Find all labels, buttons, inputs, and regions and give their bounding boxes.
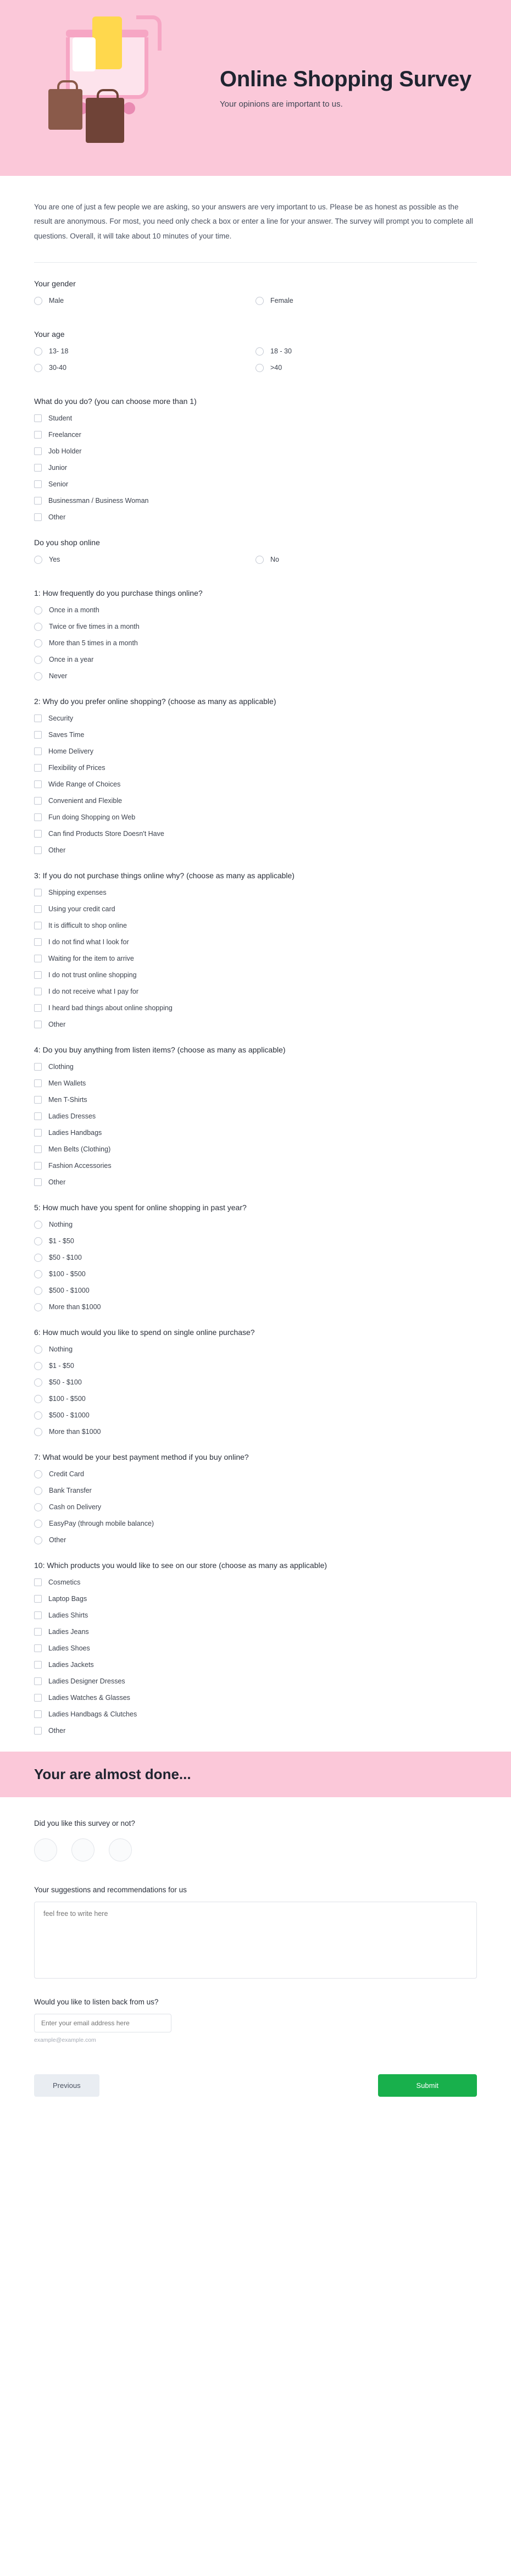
question-gender xyxy=(34,279,477,313)
checkbox[interactable] xyxy=(34,846,42,854)
option-label: Credit Card xyxy=(49,1470,84,1478)
option-label: Waiting for the item to arrive xyxy=(48,954,134,962)
option-label: Junior xyxy=(48,463,68,472)
almost-done-banner xyxy=(0,1752,511,1797)
option-label: Other xyxy=(48,846,66,854)
checkbox[interactable] xyxy=(34,905,42,913)
option-label: Male xyxy=(49,296,64,304)
option-row[interactable] xyxy=(34,556,256,564)
option-row[interactable] xyxy=(34,1395,477,1403)
question-age xyxy=(34,330,477,380)
option-row[interactable] xyxy=(34,1162,477,1170)
question-title: 3: If you do not purchase things online why? (choose as many as applicable) xyxy=(34,871,295,880)
cart-wheel-icon xyxy=(123,102,135,114)
option-list xyxy=(34,1345,477,1436)
option-row[interactable] xyxy=(34,1079,477,1088)
option-list xyxy=(34,889,477,1029)
page-header xyxy=(0,0,511,176)
radio-button[interactable] xyxy=(34,623,42,631)
option-label: Ladies Dresses xyxy=(48,1112,96,1120)
option-label: $500 - $1000 xyxy=(49,1411,90,1419)
option-row[interactable] xyxy=(34,988,477,996)
option-row[interactable] xyxy=(34,1487,477,1495)
divider xyxy=(34,262,477,263)
question-q10-store-products xyxy=(34,1561,477,1735)
yellow-box-icon xyxy=(92,16,122,69)
option-row[interactable] xyxy=(34,1178,477,1187)
option-label: Ladies Designer Dresses xyxy=(48,1677,125,1685)
checkbox[interactable] xyxy=(34,464,42,472)
option-label: Twice or five times in a month xyxy=(49,622,140,630)
radio-button[interactable] xyxy=(34,1362,42,1370)
radio-button[interactable] xyxy=(34,606,42,614)
option-label: Once in a month xyxy=(49,606,99,614)
option-row[interactable] xyxy=(34,938,477,946)
shopping-cart-illustration xyxy=(33,5,198,170)
option-label: Cash on Delivery xyxy=(49,1503,102,1511)
checkbox[interactable] xyxy=(34,1145,42,1153)
checkbox[interactable] xyxy=(34,780,42,788)
checkbox[interactable] xyxy=(34,1178,42,1186)
option-label: Nothing xyxy=(49,1220,73,1228)
option-label: Other xyxy=(48,1178,66,1186)
question-q4-items xyxy=(34,1045,477,1187)
radio-button[interactable] xyxy=(34,1254,42,1262)
option-row[interactable] xyxy=(34,1362,477,1370)
page-title: Online Shopping Survey xyxy=(220,67,471,91)
survey-body xyxy=(0,176,511,1735)
option-row[interactable] xyxy=(34,1129,477,1137)
option-label: $100 - $500 xyxy=(49,1394,86,1403)
option-row[interactable] xyxy=(34,364,256,372)
option-label: Using your credit card xyxy=(48,905,115,913)
option-row[interactable] xyxy=(34,1611,477,1620)
option-row[interactable] xyxy=(34,497,477,505)
option-row[interactable] xyxy=(34,922,477,930)
option-label: Female xyxy=(270,296,293,304)
option-row[interactable] xyxy=(34,297,256,305)
option-label: Other xyxy=(48,1020,66,1028)
radio-button[interactable] xyxy=(34,1303,42,1311)
checkbox[interactable] xyxy=(34,1710,42,1718)
option-row[interactable] xyxy=(34,623,477,631)
rating-emoji-row xyxy=(34,1838,477,1862)
question-q1-frequency xyxy=(34,589,477,680)
question-title: 7: What would be your best payment method if you buy online? xyxy=(34,1452,249,1461)
option-row[interactable] xyxy=(34,1520,477,1528)
option-label: Businessman / Business Woman xyxy=(48,496,149,505)
option-label: Convenient and Flexible xyxy=(48,796,123,805)
option-row[interactable] xyxy=(34,480,477,489)
option-list xyxy=(34,1221,477,1311)
question-q7-payment xyxy=(34,1453,477,1544)
option-label: Ladies Watches & Glasses xyxy=(48,1693,130,1702)
option-row[interactable] xyxy=(34,1694,477,1702)
radio-button[interactable] xyxy=(34,1503,42,1511)
option-row[interactable] xyxy=(34,1270,477,1278)
option-list xyxy=(34,297,477,313)
option-row[interactable] xyxy=(34,431,477,439)
checkbox[interactable] xyxy=(34,1162,42,1170)
option-label: Shipping expenses xyxy=(48,888,107,896)
option-row[interactable] xyxy=(34,414,477,423)
option-label: Fashion Accessories xyxy=(48,1161,112,1170)
checkbox[interactable] xyxy=(34,1677,42,1685)
option-label: Student xyxy=(48,414,73,422)
form-footer xyxy=(0,2074,511,2119)
option-label: Yes xyxy=(49,555,60,563)
checkbox[interactable] xyxy=(34,938,42,946)
option-label: No xyxy=(270,555,279,563)
option-row[interactable] xyxy=(34,1503,477,1511)
option-row[interactable] xyxy=(34,1595,477,1603)
option-row[interactable] xyxy=(34,1004,477,1012)
option-row[interactable] xyxy=(34,447,477,456)
checkbox[interactable] xyxy=(34,731,42,739)
question-title: Do you shop online xyxy=(34,538,100,547)
checkbox[interactable] xyxy=(34,955,42,962)
radio-button[interactable] xyxy=(34,556,42,564)
checkbox[interactable] xyxy=(34,480,42,488)
email-label: Would you like to listen back from us? xyxy=(34,1997,159,2006)
option-row[interactable] xyxy=(34,1727,477,1735)
option-label: >40 xyxy=(270,363,282,372)
option-label: $100 - $500 xyxy=(49,1270,86,1278)
option-row[interactable] xyxy=(34,639,477,647)
checkbox[interactable] xyxy=(34,922,42,929)
option-list xyxy=(34,1578,477,1735)
option-label: Security xyxy=(48,714,74,722)
option-row[interactable] xyxy=(34,1661,477,1669)
email-field[interactable] xyxy=(34,2014,171,2032)
shopping-bag-icon xyxy=(48,89,82,130)
option-label: Ladies Shoes xyxy=(48,1644,90,1652)
radio-button[interactable] xyxy=(34,1287,42,1295)
option-row[interactable] xyxy=(256,364,477,372)
option-row[interactable] xyxy=(34,1345,477,1354)
checkbox[interactable] xyxy=(34,1129,42,1137)
checkbox[interactable] xyxy=(34,889,42,896)
checkbox[interactable] xyxy=(34,714,42,722)
option-label: $1 - $50 xyxy=(49,1361,74,1370)
option-label: Bank Transfer xyxy=(49,1486,92,1494)
radio-button[interactable] xyxy=(34,1378,42,1387)
checkbox[interactable] xyxy=(34,1694,42,1702)
option-label: $500 - $1000 xyxy=(49,1286,90,1294)
header-text xyxy=(198,67,478,109)
option-label: Ladies Handbags & Clutches xyxy=(48,1710,137,1718)
option-label: Saves Time xyxy=(48,730,85,739)
radio-button[interactable] xyxy=(34,1411,42,1420)
option-row[interactable] xyxy=(34,1428,477,1436)
option-label: Never xyxy=(49,672,68,680)
option-row[interactable] xyxy=(34,464,477,472)
radio-button[interactable] xyxy=(34,1237,42,1245)
question-title: Your gender xyxy=(34,279,76,288)
option-row[interactable] xyxy=(256,347,477,356)
option-list xyxy=(34,1063,477,1187)
option-label: Other xyxy=(48,1726,66,1735)
option-row[interactable] xyxy=(34,813,477,822)
option-label: $50 - $100 xyxy=(49,1253,82,1261)
rating-question-label: Did you like this survey or not? xyxy=(34,1819,135,1827)
question-q6-spend-single xyxy=(34,1328,477,1436)
checkbox[interactable] xyxy=(34,1644,42,1652)
checkbox[interactable] xyxy=(34,747,42,755)
option-label: Men T-Shirts xyxy=(48,1095,87,1104)
option-label: Men Wallets xyxy=(48,1079,86,1087)
checkbox[interactable] xyxy=(34,830,42,838)
radio-button[interactable] xyxy=(256,364,264,372)
survey-tail xyxy=(0,1797,511,2043)
checkbox[interactable] xyxy=(34,497,42,505)
option-label: Laptop Bags xyxy=(48,1594,87,1603)
option-row[interactable] xyxy=(34,513,477,522)
option-list xyxy=(34,1470,477,1544)
option-row[interactable] xyxy=(34,1536,477,1544)
radio-button[interactable] xyxy=(256,556,264,564)
previous-button[interactable]: Previous xyxy=(34,2074,99,2097)
option-label: I do not find what I look for xyxy=(48,938,129,946)
option-row[interactable] xyxy=(34,1644,477,1653)
option-label: EasyPay (through mobile balance) xyxy=(49,1519,154,1527)
option-label: Ladies Handbags xyxy=(48,1128,102,1137)
option-row[interactable] xyxy=(256,556,477,564)
checkbox[interactable] xyxy=(34,447,42,455)
checkbox[interactable] xyxy=(34,1063,42,1071)
option-label: Men Belts (Clothing) xyxy=(48,1145,111,1153)
option-row[interactable] xyxy=(34,1710,477,1719)
radio-button[interactable] xyxy=(256,297,264,305)
rating-emoji-happy-icon[interactable] xyxy=(109,1838,132,1862)
option-label: Once in a year xyxy=(49,655,94,663)
white-box-icon xyxy=(73,37,96,71)
checkbox[interactable] xyxy=(34,431,42,439)
radio-button[interactable] xyxy=(34,639,42,647)
option-row[interactable] xyxy=(34,1378,477,1387)
checkbox[interactable] xyxy=(34,1112,42,1120)
option-row[interactable] xyxy=(34,1237,477,1245)
option-label: 18 - 30 xyxy=(270,347,292,355)
option-row[interactable] xyxy=(34,830,477,838)
radio-button[interactable] xyxy=(34,1470,42,1478)
option-list xyxy=(34,714,477,855)
radio-button[interactable] xyxy=(34,297,42,305)
option-row[interactable] xyxy=(34,1112,477,1121)
option-label: I do not trust online shopping xyxy=(48,971,137,979)
option-label: Other xyxy=(49,1536,66,1544)
option-list xyxy=(34,414,477,522)
question-occupation xyxy=(34,397,477,522)
checkbox[interactable] xyxy=(34,971,42,979)
checkbox[interactable] xyxy=(34,1021,42,1028)
checkbox[interactable] xyxy=(34,988,42,995)
option-label: Home Delivery xyxy=(48,747,93,755)
option-label: 13- 18 xyxy=(49,347,69,355)
option-row[interactable] xyxy=(34,1677,477,1686)
checkbox[interactable] xyxy=(34,1727,42,1735)
checkbox[interactable] xyxy=(34,1578,42,1586)
checkbox[interactable] xyxy=(34,1628,42,1636)
option-list xyxy=(34,556,477,572)
option-label: Fun doing Shopping on Web xyxy=(48,813,136,821)
radio-button[interactable] xyxy=(34,1520,42,1528)
radio-button[interactable] xyxy=(34,1221,42,1229)
option-row[interactable] xyxy=(34,905,477,913)
checkbox[interactable] xyxy=(34,513,42,521)
option-label: Senior xyxy=(48,480,69,488)
option-row[interactable] xyxy=(34,846,477,855)
radio-button[interactable] xyxy=(34,1395,42,1403)
radio-button[interactable] xyxy=(34,1270,42,1278)
checkbox[interactable] xyxy=(34,414,42,422)
question-title: 1: How frequently do you purchase things online? xyxy=(34,588,203,597)
option-label: Nothing xyxy=(49,1345,73,1353)
checkbox[interactable] xyxy=(34,813,42,821)
question-title: 2: Why do you prefer online shopping? (choose as many as applicable) xyxy=(34,696,276,706)
question-title: 5: How much have you spent for online shopping in past year? xyxy=(34,1203,247,1212)
option-label: Ladies Jackets xyxy=(48,1660,94,1669)
option-row[interactable] xyxy=(34,747,477,756)
option-row[interactable] xyxy=(34,606,477,614)
page-subtitle: Your opinions are important to us. xyxy=(220,99,343,109)
suggestions-textarea[interactable] xyxy=(34,1902,477,1979)
question-q2-why-prefer xyxy=(34,697,477,855)
checkbox[interactable] xyxy=(34,1079,42,1087)
option-label: Cosmetics xyxy=(48,1578,81,1586)
suggestions-label: Your suggestions and recommendations for us xyxy=(34,1885,187,1894)
option-label: I do not receive what I pay for xyxy=(48,987,138,995)
cart-handle-icon xyxy=(136,15,162,51)
option-row[interactable] xyxy=(34,714,477,723)
radio-button[interactable] xyxy=(34,364,42,372)
option-row[interactable] xyxy=(34,1254,477,1262)
option-row[interactable] xyxy=(34,1145,477,1154)
option-label: Clothing xyxy=(48,1062,74,1071)
option-row[interactable] xyxy=(34,1303,477,1311)
option-row[interactable] xyxy=(34,955,477,963)
questions-container xyxy=(34,279,477,1735)
option-row[interactable] xyxy=(34,1287,477,1295)
option-row[interactable] xyxy=(34,656,477,664)
radio-button[interactable] xyxy=(34,347,42,356)
email-section xyxy=(34,1998,477,2043)
option-row[interactable] xyxy=(34,797,477,805)
option-label: Flexibility of Prices xyxy=(48,763,105,772)
rating-emoji-neutral-icon[interactable] xyxy=(71,1838,95,1862)
checkbox[interactable] xyxy=(34,1661,42,1669)
option-row[interactable] xyxy=(34,780,477,789)
rating-emoji-sad-icon[interactable] xyxy=(34,1838,57,1862)
option-row[interactable] xyxy=(34,764,477,772)
radio-button[interactable] xyxy=(34,672,42,680)
option-row[interactable] xyxy=(34,672,477,680)
option-label: More than $1000 xyxy=(49,1303,101,1311)
option-row[interactable] xyxy=(34,731,477,739)
question-title: 6: How much would you like to spend on single online purchase? xyxy=(34,1327,255,1337)
option-label: It is difficult to shop online xyxy=(48,921,127,929)
option-row[interactable] xyxy=(34,1021,477,1029)
option-row[interactable] xyxy=(34,1221,477,1229)
radio-button[interactable] xyxy=(34,1487,42,1495)
radio-button[interactable] xyxy=(34,656,42,664)
option-row[interactable] xyxy=(34,889,477,897)
radio-button[interactable] xyxy=(34,1428,42,1436)
option-row[interactable] xyxy=(256,297,477,305)
radio-button[interactable] xyxy=(34,1536,42,1544)
option-list xyxy=(34,606,477,680)
option-label: Can find Products Store Doesn't Have xyxy=(48,829,164,838)
question-shop-online xyxy=(34,538,477,572)
option-label: Ladies Jeans xyxy=(48,1627,89,1636)
question-title: What do you do? (you can choose more than 1) xyxy=(34,396,197,406)
option-label: Freelancer xyxy=(48,430,81,439)
option-row[interactable] xyxy=(34,1628,477,1636)
question-title: 4: Do you buy anything from listen items? (choose as many as applicable) xyxy=(34,1045,286,1054)
option-label: Other xyxy=(48,513,66,521)
checkbox[interactable] xyxy=(34,1595,42,1603)
question-q5-spent-past-year xyxy=(34,1203,477,1311)
option-label: Job Holder xyxy=(48,447,82,455)
option-row[interactable] xyxy=(34,347,256,356)
question-title: 10: Which products you would like to see on our store (choose as many as applicable) xyxy=(34,1560,327,1570)
option-label: $1 - $50 xyxy=(49,1237,74,1245)
checkbox[interactable] xyxy=(34,1096,42,1104)
intro-text: You are one of just a few people we are asking, so your answers are very important to us. Please be as honest as possible as the result are anonymous. For most, you need only check a box or enter a line for your answer. The survey will prompt you to complete all questions. Overall, it will take about 10 minutes of your time. xyxy=(34,203,473,240)
option-label: I heard bad things about online shopping xyxy=(48,1004,173,1012)
option-row[interactable] xyxy=(34,1470,477,1478)
question-q3-why-not xyxy=(34,871,477,1029)
submit-button[interactable]: Submit xyxy=(378,2074,477,2097)
radio-button[interactable] xyxy=(256,347,264,356)
checkbox[interactable] xyxy=(34,797,42,805)
radio-button[interactable] xyxy=(34,1345,42,1354)
option-row[interactable] xyxy=(34,971,477,979)
option-label: More than 5 times in a month xyxy=(49,639,138,647)
option-label: Ladies Shirts xyxy=(48,1611,88,1619)
option-label: $50 - $100 xyxy=(49,1378,82,1386)
shopping-bag-icon xyxy=(86,98,124,143)
option-label: More than $1000 xyxy=(49,1427,101,1436)
option-row[interactable] xyxy=(34,1063,477,1071)
question-title: Your age xyxy=(34,329,65,339)
email-hint: example@example.com xyxy=(34,2036,96,2043)
almost-done-title: Your are almost done... xyxy=(34,1765,191,1782)
option-row[interactable] xyxy=(34,1578,477,1587)
option-label: Wide Range of Choices xyxy=(48,780,121,788)
option-row[interactable] xyxy=(34,1411,477,1420)
option-row[interactable] xyxy=(34,1096,477,1104)
option-label: 30-40 xyxy=(49,363,66,372)
option-list xyxy=(34,347,477,380)
checkbox[interactable] xyxy=(34,1004,42,1012)
checkbox[interactable] xyxy=(34,1611,42,1619)
checkbox[interactable] xyxy=(34,764,42,772)
